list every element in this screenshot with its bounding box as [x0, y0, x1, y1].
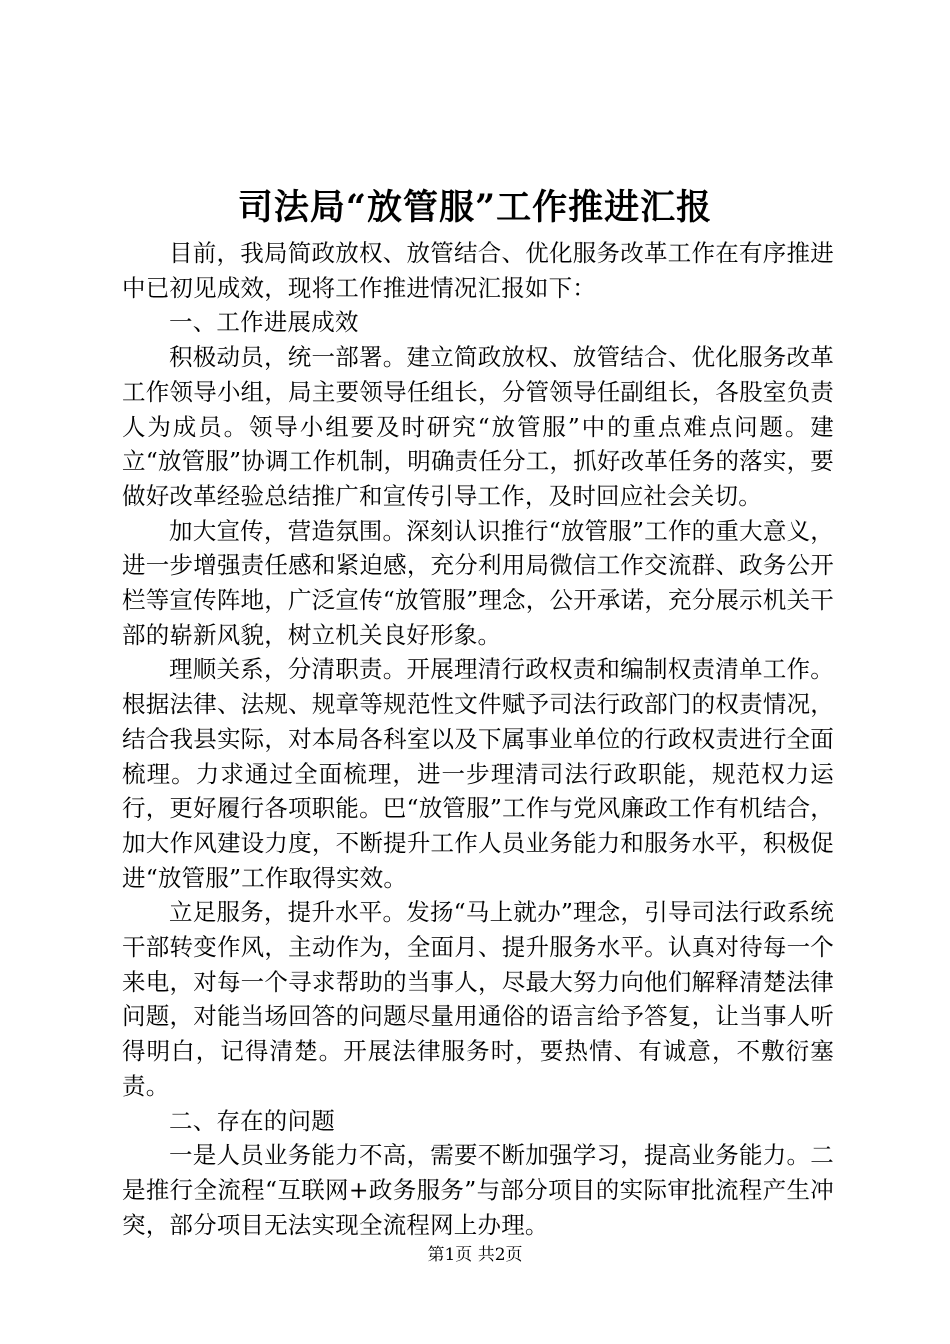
document-body	[122, 236, 834, 1242]
page-footer: 第1页 共2页	[427, 1245, 523, 1265]
paragraph: 目前，我局简政放权、放管结合、优化服务改革工作在有序推进中已初见成效，现将工作推进情况汇报如下：	[122, 239, 834, 302]
section-heading: 一、工作进展成效	[169, 308, 359, 337]
paragraph: 理顺关系，分清职责。开展理清行政权责和编制权责清单工作。根据法律、法规、规章等规范性文件赋予司法行政部门的权责情况，结合我县实际，对本局各科室以及下属事业单位的行政权责进行全面梳理。力求通过全面梳理，进一步理清司法行政职能，规范权力运行，更好履行各项职能。巴“放管服”工作与党风廉政工作有机结合，加大作风建设力度，不断提升工作人员业务能力和服务水平，积极促进“放管服”工作取得实效。	[122, 655, 834, 892]
paragraph: 一是人员业务能力不高，需要不断加强学习，提高业务能力。二是推行全流程“互联网+政务服务”与部分项目的实际审批流程产生冲突，部分项目无法实现全流程网上办理。	[122, 1141, 834, 1239]
document-title: 司法局“放管服”工作推进汇报	[237, 187, 713, 228]
paragraph: 积极动员，统一部署。建立简政放权、放管结合、优化服务改革工作领导小组，局主要领导任组长，分管领导任副组长，各股室负责人为成员。领导小组要及时研究“放管服”中的重点难点问题。建立“放管服”协调工作机制，明确责任分工，抓好改革任务的落实，要做好改革经验总结推广和宣传引导工作，及时回应社会关切。	[122, 343, 834, 510]
paragraph: 加大宣传，营造氛围。深刻认识推行“放管服”工作的重大意义，进一步增强责任感和紧迫感，充分利用局微信工作交流群、政务公开栏等宣传阵地，广泛宣传“放管服”理念，公开承诺，充分展示机关干部的崭新风貌，树立机关良好形象。	[122, 516, 834, 649]
section-heading: 二、存在的问题	[169, 1106, 335, 1135]
paragraph: 立足服务，提升水平。发扬“马上就办”理念，引导司法行政系统干部转变作风，主动作为，全面月、提升服务水平。认真对待每一个来电，对每一个寻求帮助的当事人，尽最大努力向他们解释清楚法律问题，对能当场回答的问题尽量用通俗的语言给予答复，让当事人听得明白，记得清楚。开展法律服务时，要热情、有诚意，不敷衍塞责。	[122, 898, 834, 1100]
